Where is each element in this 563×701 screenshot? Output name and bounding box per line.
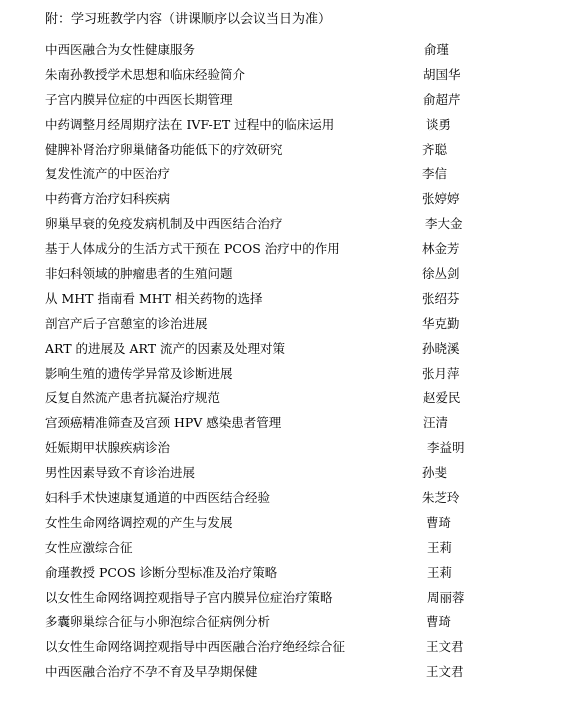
lecture-topic: 朱南孙教授学术思想和临床经验简介 bbox=[45, 66, 246, 82]
lecture-topic: 以女性生命网络调控观指导中西医融合治疗绝经综合征 bbox=[45, 639, 346, 655]
lecture-topic: 中药调整月经周期疗法在 IVF-ET 过程中的临床运用 bbox=[45, 116, 335, 132]
lecture-speaker: 曹琦 bbox=[426, 514, 452, 530]
lecture-speaker: 周丽蓉 bbox=[427, 589, 465, 605]
lecture-row bbox=[0, 511, 563, 536]
lecture-row bbox=[0, 635, 563, 660]
lecture-speaker: 汪清 bbox=[423, 415, 449, 431]
lecture-speaker: 林金芳 bbox=[422, 241, 460, 257]
lecture-row bbox=[0, 461, 563, 486]
lecture-row bbox=[0, 586, 563, 611]
lecture-speaker: 王文君 bbox=[426, 639, 464, 655]
lecture-row bbox=[0, 187, 563, 212]
lecture-topic: 复发性流产的中医治疗 bbox=[45, 166, 171, 182]
lecture-speaker: 孙斐 bbox=[422, 465, 448, 481]
lecture-row bbox=[0, 138, 563, 163]
lecture-speaker: 王莉 bbox=[427, 564, 453, 580]
lecture-speaker: 俞超芹 bbox=[423, 91, 461, 107]
lecture-speaker: 张婷婷 bbox=[422, 191, 460, 207]
lecture-speaker: 曹琦 bbox=[426, 614, 452, 630]
lecture-row bbox=[0, 536, 563, 561]
document-heading: 附：学习班教学内容（讲课顺序以会议当日为准） bbox=[45, 12, 332, 27]
lecture-topic: 中西医融合治疗不孕不育及早孕期保健 bbox=[45, 664, 258, 680]
lecture-speaker: 李益明 bbox=[427, 440, 465, 456]
lecture-topic: 以女性生命网络调控观指导子宫内膜异位症治疗策略 bbox=[45, 589, 333, 605]
lecture-topic: 女性应激综合征 bbox=[45, 539, 133, 555]
lecture-topic: 中西医融合为女性健康服务 bbox=[45, 42, 196, 57]
lecture-topic: 子宫内膜异位症的中西医长期管理 bbox=[45, 91, 233, 107]
lecture-speaker: 谈勇 bbox=[426, 116, 452, 132]
lecture-topic: 中药膏方治疗妇科疾病 bbox=[45, 191, 171, 207]
lecture-row bbox=[0, 660, 563, 685]
lecture-speaker: 俞瑾 bbox=[424, 42, 450, 57]
lecture-topic: 健脾补肾治疗卵巢储备功能低下的疗效研究 bbox=[45, 141, 283, 157]
lecture-topic: 多囊卵巢综合征与小卵泡综合征病例分析 bbox=[45, 614, 271, 630]
lecture-speaker: 李信 bbox=[422, 166, 448, 182]
lecture-row bbox=[0, 212, 563, 237]
lecture-row bbox=[0, 237, 563, 262]
lecture-row bbox=[0, 436, 563, 461]
lecture-speaker: 王莉 bbox=[427, 539, 453, 555]
lecture-row bbox=[0, 312, 563, 337]
lecture-speaker: 齐聪 bbox=[422, 141, 448, 157]
lecture-row bbox=[0, 88, 563, 113]
lecture-row bbox=[0, 38, 563, 63]
lecture-row bbox=[0, 386, 563, 411]
lecture-topic: 妇科手术快速康复通道的中西医结合经验 bbox=[45, 490, 271, 506]
lecture-topic: 俞瑾教授 PCOS 诊断分型标准及治疗策略 bbox=[45, 564, 278, 580]
lecture-speaker: 张绍芬 bbox=[422, 290, 460, 306]
lecture-list bbox=[0, 38, 563, 685]
lecture-speaker: 胡国华 bbox=[423, 66, 461, 82]
lecture-row bbox=[0, 63, 563, 88]
lecture-row bbox=[0, 287, 563, 312]
lecture-speaker: 王文君 bbox=[426, 664, 464, 680]
lecture-topic: 妊娠期甲状腺疾病诊治 bbox=[45, 440, 171, 456]
lecture-speaker: 徐丛剑 bbox=[422, 266, 460, 282]
lecture-topic: 女性生命网络调控观的产生与发展 bbox=[45, 514, 233, 530]
lecture-topic: ART 的进展及 ART 流产的因素及处理对策 bbox=[45, 340, 286, 356]
lecture-row bbox=[0, 262, 563, 287]
lecture-speaker: 孙晓溪 bbox=[422, 340, 460, 356]
lecture-topic: 反复自然流产患者抗凝治疗规范 bbox=[45, 390, 221, 406]
lecture-topic: 从 MHT 指南看 MHT 相关药物的选择 bbox=[45, 290, 263, 306]
lecture-topic: 基于人体成分的生活方式干预在 PCOS 治疗中的作用 bbox=[45, 241, 340, 257]
lecture-speaker: 赵爱民 bbox=[423, 390, 461, 406]
lecture-row bbox=[0, 337, 563, 362]
lecture-row bbox=[0, 362, 563, 387]
lecture-speaker: 李大金 bbox=[425, 216, 463, 232]
lecture-row bbox=[0, 113, 563, 138]
lecture-row bbox=[0, 411, 563, 436]
lecture-row bbox=[0, 486, 563, 511]
lecture-speaker: 朱芝玲 bbox=[422, 490, 460, 506]
lecture-topic: 男性因素导致不育诊治进展 bbox=[45, 465, 196, 481]
lecture-row bbox=[0, 561, 563, 586]
lecture-speaker: 华克勤 bbox=[422, 315, 460, 331]
lecture-row bbox=[0, 610, 563, 635]
lecture-topic: 卵巢早衰的免疫发病机制及中西医结合治疗 bbox=[45, 216, 283, 232]
lecture-topic: 剖宫产后子宫憩室的诊治进展 bbox=[45, 315, 208, 331]
lecture-speaker: 张月萍 bbox=[422, 365, 460, 381]
lecture-topic: 影响生殖的遗传学异常及诊断进展 bbox=[45, 365, 233, 381]
lecture-row bbox=[0, 162, 563, 187]
lecture-topic: 非妇科领域的肿瘤患者的生殖问题 bbox=[45, 266, 233, 282]
lecture-topic: 宫颈癌精准筛查及宫颈 HPV 感染患者管理 bbox=[45, 415, 282, 431]
